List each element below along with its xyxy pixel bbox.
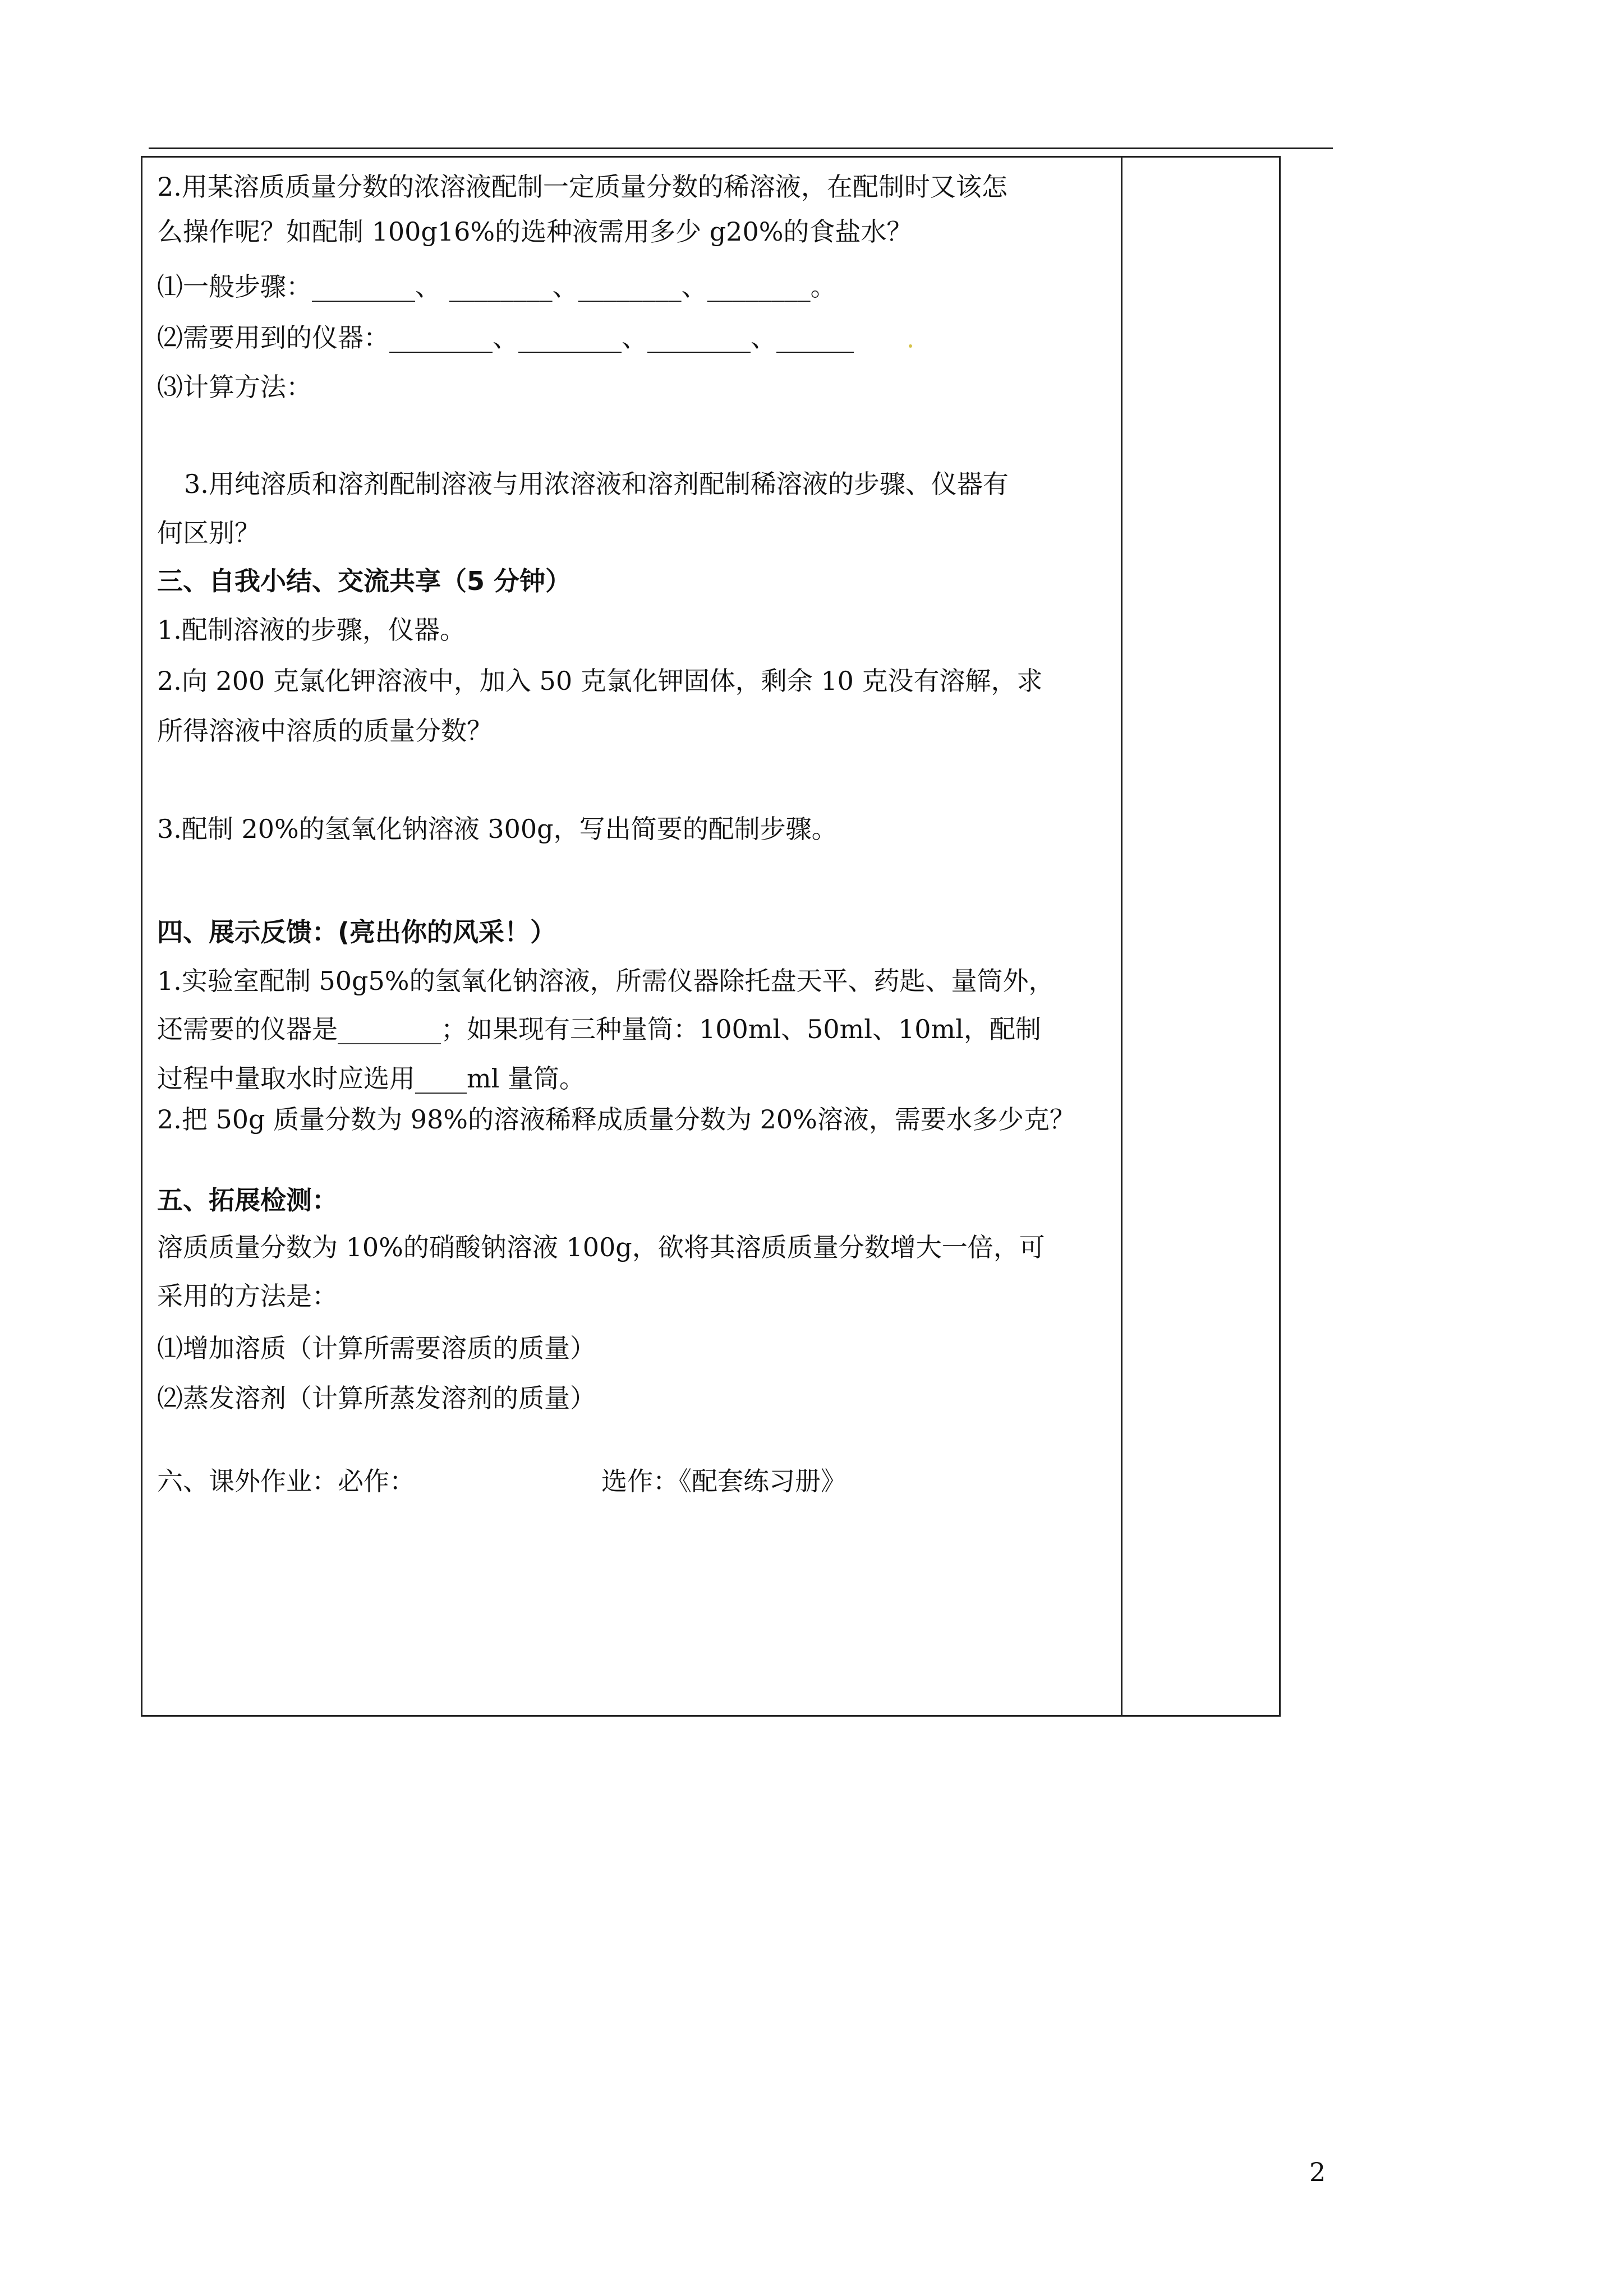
section-5-heading: 五、拓展检测： <box>157 1185 338 1215</box>
summary-item-2-line-1: 2.向 200 克氯化钾溶液中，加入 50 克氯化钾固体，剩余 10 克没有溶解，求 <box>157 666 1043 696</box>
feedback-item-2: 2.把 50g 质量分数为 98%的溶液稀释成质量分数为 20%溶液，需要水多少克？ <box>157 1104 1075 1135</box>
feedback-item-1-line-3: 过程中量取水时应选用____ml 量筒。 <box>157 1063 585 1094</box>
question-3-line-1: 3.用纯溶质和溶剂配制溶液与用浓溶液和溶剂配制稀溶液的步骤、仪器有 <box>184 469 1009 499</box>
extension-line-1: 溶质质量分数为 10%的硝酸钠溶液 100g，欲将其溶质质量分数增大一倍，可 <box>157 1232 1045 1262</box>
stray-mark <box>909 344 912 348</box>
feedback-item-1-line-2: 还需要的仪器是________；如果现有三种量筒：100ml、50ml、10ml，配制 <box>157 1014 1041 1044</box>
calc-method-line: ⑶计算方法： <box>157 372 312 402</box>
summary-item-3: 3.配制 20%的氢氧化钠溶液 300g，写出简要的配制步骤。 <box>157 814 838 844</box>
question-2-line-1: 2.用某溶质质量分数的浓溶液配制一定质量分数的稀溶液，在配制时又该怎 <box>157 172 1007 202</box>
steps-blank-line: ⑴一般步骤：________、 ________、________、________。 <box>157 271 836 302</box>
extension-option-2: ⑵蒸发溶剂（计算所蒸发溶剂的质量） <box>157 1383 596 1413</box>
question-3-line-2: 何区别？ <box>157 518 260 548</box>
extension-line-2: 采用的方法是： <box>157 1281 338 1311</box>
homework-required: 六、课外作业：必作： <box>157 1466 415 1496</box>
summary-item-1: 1.配制溶液的步骤，仪器。 <box>157 615 466 645</box>
section-3-heading: 三、自我小结、交流共享（5 分钟） <box>157 566 572 596</box>
extension-option-1: ⑴增加溶质（计算所需要溶质的质量） <box>157 1333 596 1363</box>
feedback-item-1-line-1: 1.实验室配制 50g5%的氢氧化钠溶液，所需仪器除托盘天平、药匙、量筒外， <box>157 966 1055 996</box>
instruments-blank-line: ⑵需要用到的仪器：________、________、________、______ <box>157 322 854 353</box>
summary-item-2-line-2: 所得溶液中溶质的质量分数？ <box>157 716 493 746</box>
notes-cell <box>1121 156 1281 1717</box>
homework-optional: 选作：《配套练习册》 <box>601 1466 846 1496</box>
section-4-heading: 四、展示反馈：(亮出你的风采！） <box>157 917 556 947</box>
question-2-line-2: 么操作呢？如配制 100g16%的选种液需用多少 g20%的食盐水？ <box>157 216 913 247</box>
page-number: 2 <box>1309 2157 1326 2187</box>
header-rule <box>149 147 1333 149</box>
